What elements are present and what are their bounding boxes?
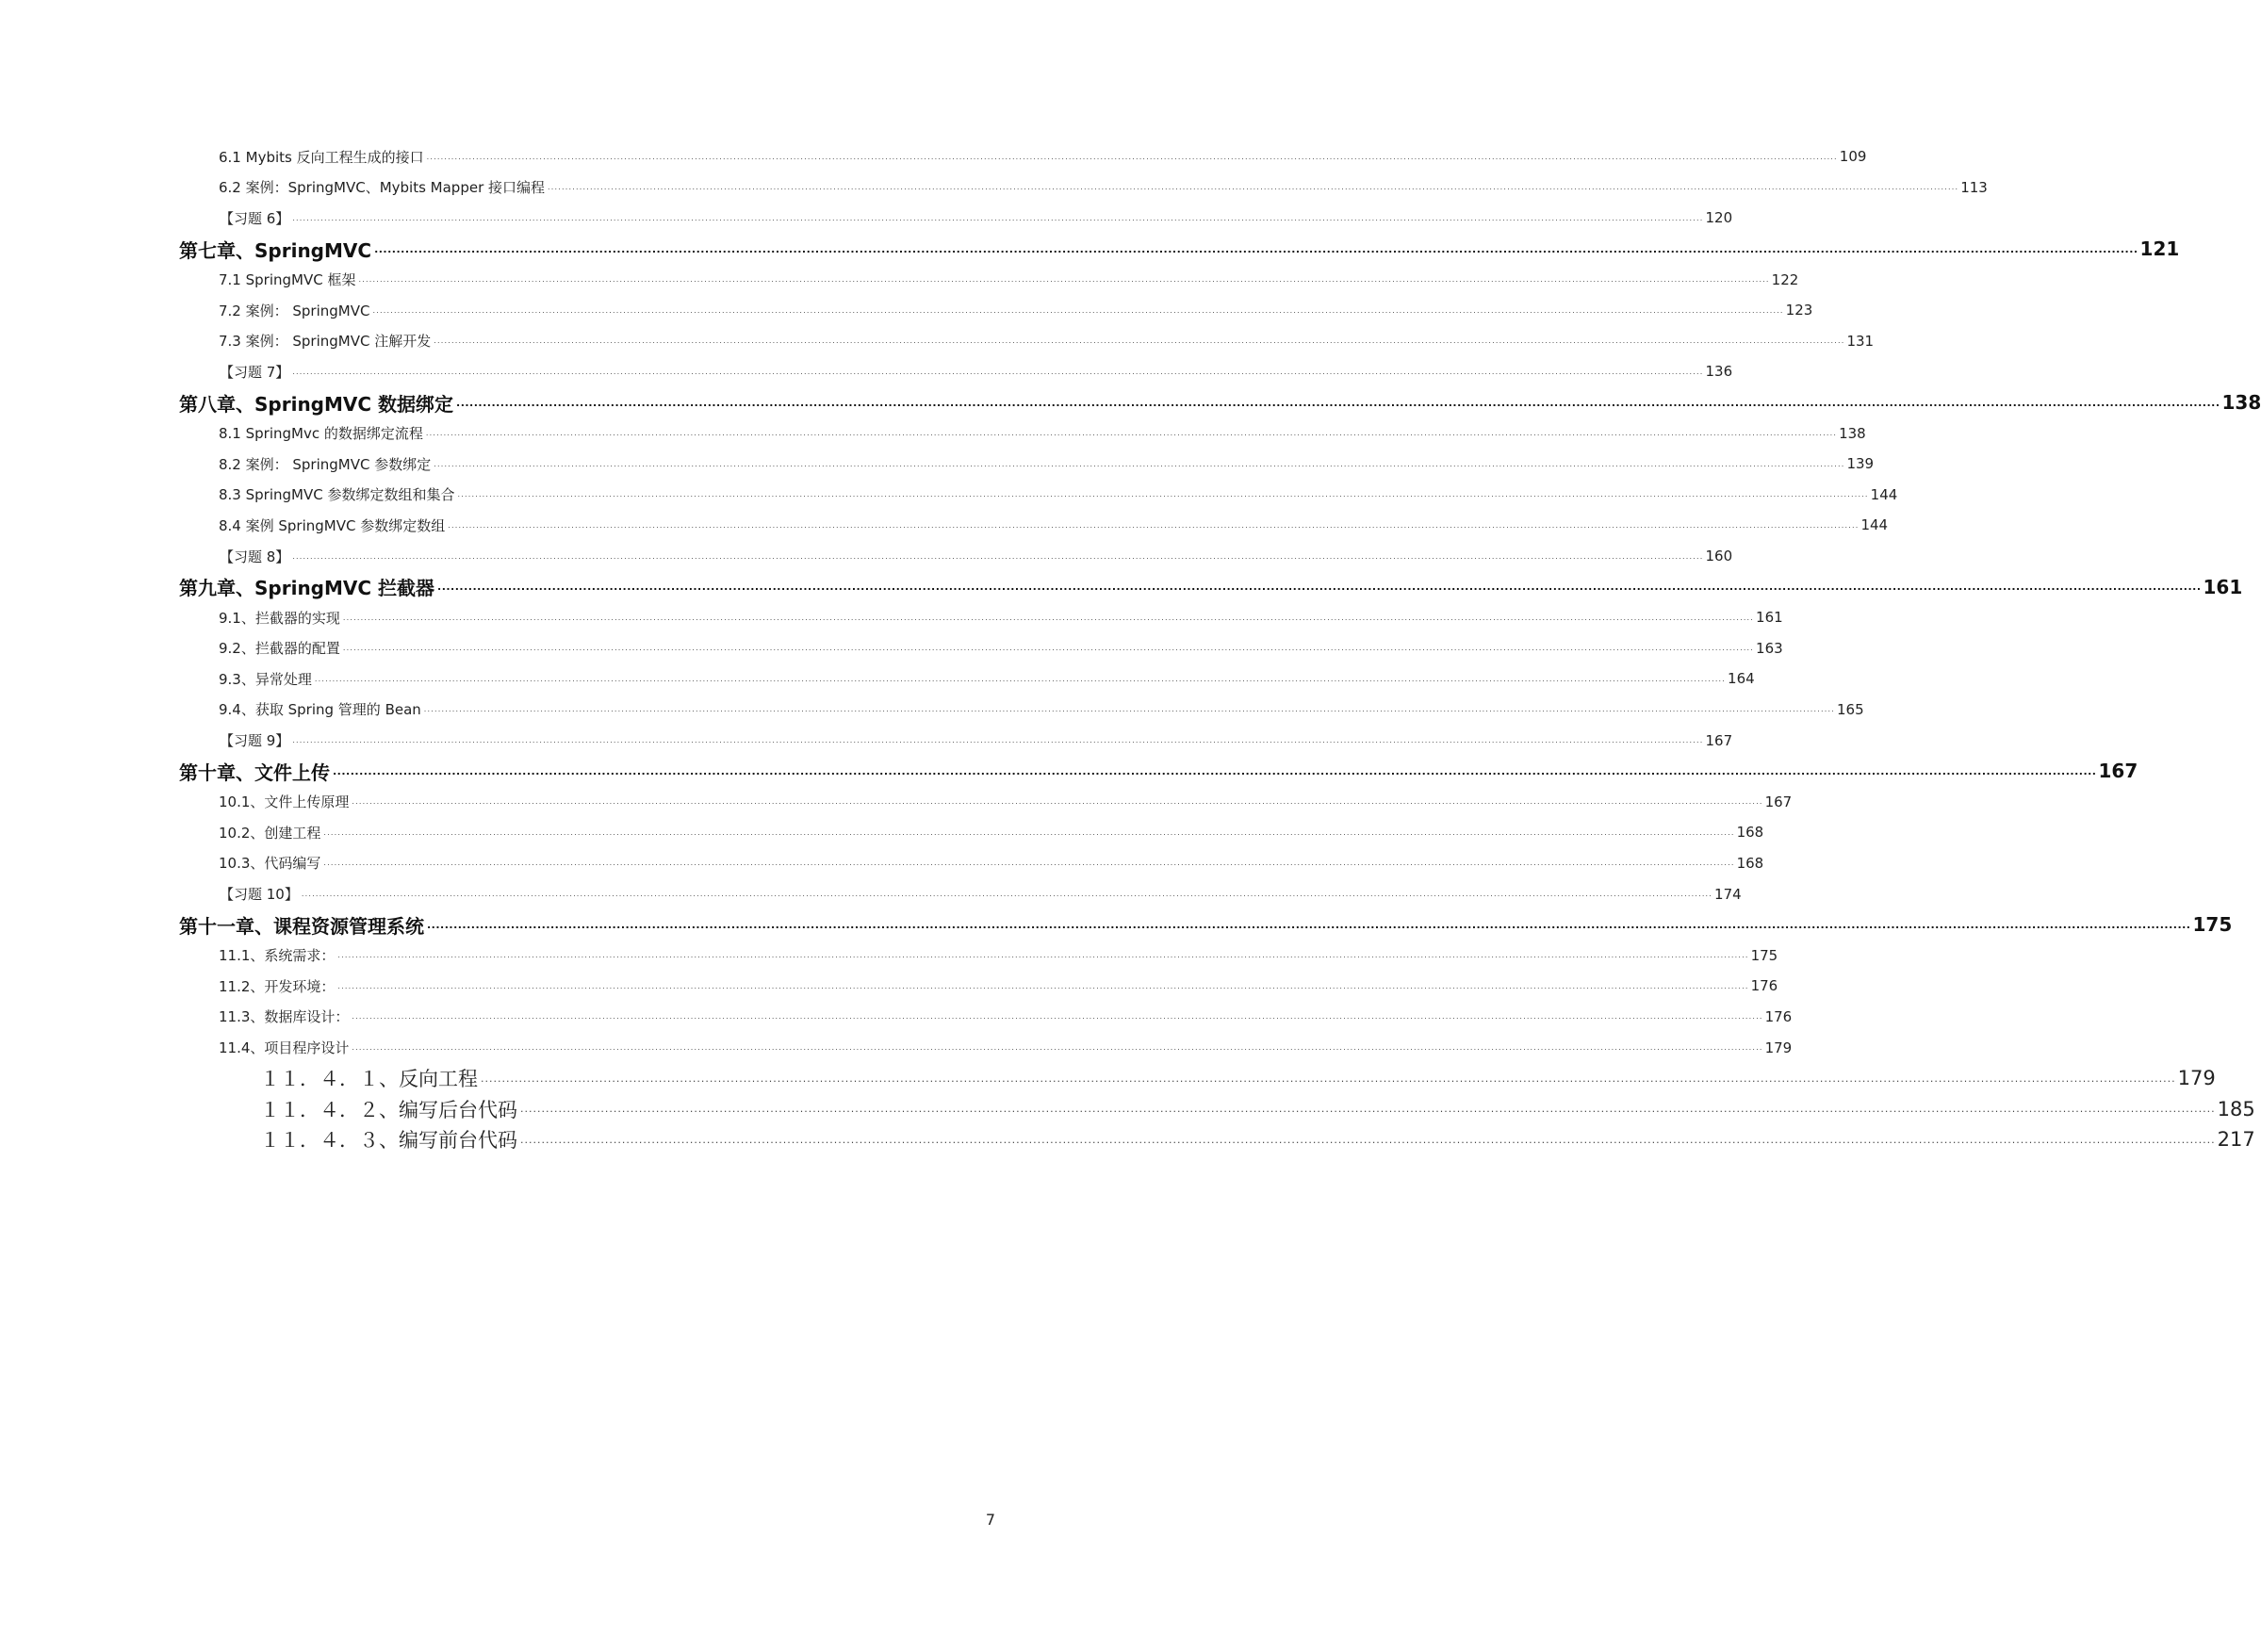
- toc-entry-page: 109: [1839, 148, 1867, 166]
- toc-entry-page: 138: [2221, 391, 2261, 415]
- toc-entry-label: 9.3、异常处理: [219, 669, 315, 689]
- dot-leader: ................................................................................................................................................................................................................................................................................................................................................................................................................: [434, 336, 1845, 346]
- toc-entry-page: 176: [1764, 1007, 1793, 1025]
- dot-leader: ................................................................................................................................................................................................................................................................................................................................................................................................................: [337, 951, 1749, 960]
- toc-entry-label: 8.3 SpringMVC 参数绑定数组和集合: [219, 484, 457, 504]
- toc-entry-exercise[interactable]: [0, 541, 1733, 572]
- dot-leader: ................................................................................................................................................................................................................................................................................................................................................................................................................: [423, 705, 1835, 714]
- dot-leader: ................................................................................................................................................................................................................................................................................................................................................................................................................: [337, 981, 1749, 990]
- toc-entry[interactable]: [0, 295, 1813, 326]
- toc-entry-page: 121: [2139, 237, 2180, 261]
- toc-entry-label: 7.2 案例： SpringMVC: [219, 301, 372, 320]
- page-number: 7: [985, 1511, 995, 1529]
- toc-entry-page: 144: [1860, 516, 1889, 534]
- toc-entry-page: 131: [1846, 332, 1875, 350]
- toc-entry-label: 8.4 案例 SpringMVC 参数绑定数组: [219, 515, 448, 535]
- toc-entry-label: 10.1、文件上传原理: [219, 792, 352, 811]
- toc-entry-page: 167: [2098, 760, 2138, 783]
- toc-entry-label: 11.3、数据库设计：: [219, 1006, 352, 1026]
- toc-entry-page: 168: [1736, 824, 1764, 842]
- toc-entry-page: 120: [1705, 209, 1733, 227]
- toc-entry-label: 【习题 7】: [220, 362, 292, 382]
- toc-entry-label: 9.4、获取 Spring 管理的 Bean: [219, 699, 424, 719]
- toc-entry-label: 【习题 6】: [220, 208, 292, 228]
- toc-entry-subsection[interactable]: [0, 1124, 2255, 1155]
- toc-entry-label: 7.1 SpringMVC 框架: [219, 270, 358, 289]
- toc-entry[interactable]: [0, 264, 1799, 295]
- toc-entry[interactable]: [0, 695, 1864, 726]
- toc-entry[interactable]: [0, 480, 1898, 511]
- toc-entry-label: 【习题 9】: [220, 730, 292, 750]
- toc-entry-label: 9.1、拦截器的实现: [219, 608, 343, 628]
- toc-entry-page: 185: [2217, 1097, 2255, 1120]
- toc-entry-page: 122: [1771, 270, 1799, 288]
- toc-entry-page: 167: [1764, 793, 1793, 810]
- toc-entry-page: 113: [1960, 178, 1988, 196]
- toc-entry-exercise[interactable]: [0, 356, 1733, 387]
- toc-entry[interactable]: [0, 172, 1988, 204]
- toc-entry-label: 10.3、代码编写: [219, 853, 323, 873]
- toc-entry-label: 第十章、文件上传: [179, 758, 333, 785]
- dot-leader: ................................................................................................................................................................................................................................................................................................................................................................................................................: [301, 890, 1713, 899]
- toc-entry-label: １１．４．２、编写后台代码: [260, 1095, 520, 1123]
- toc-entry[interactable]: [0, 971, 1778, 1002]
- dot-leader: ................................................................................................................................................................................................................................................................................................................................................................................................................: [426, 152, 1838, 161]
- table-of-contents: [0, 141, 2261, 1155]
- toc-entry-label: 8.1 SpringMvc 的数据绑定流程: [219, 423, 426, 443]
- toc-entry-page: 168: [1736, 854, 1764, 872]
- toc-entry-label: 6.1 Mybits 反向工程生成的接口: [219, 147, 427, 167]
- toc-entry-page: 175: [2192, 913, 2233, 937]
- toc-entry-page: 136: [1705, 363, 1733, 381]
- toc-entry-page: 179: [2177, 1067, 2216, 1090]
- toc-entry-label: 7.3 案例： SpringMVC 注解开发: [219, 331, 434, 351]
- toc-entry-page: 175: [1750, 946, 1778, 964]
- dot-leader: ................................................................................................................................................................................................................................................................................................................................................................................................................: [481, 1071, 2176, 1085]
- toc-entry-page: 217: [2217, 1128, 2255, 1152]
- dot-leader: ................................................................................................................................................................................................................................................................................................................................................................................................................: [457, 490, 1869, 499]
- toc-entry-subsection[interactable]: [0, 1093, 2255, 1124]
- dot-leader: ................................................................................................................................................................................................................................................................................................................................................................................................................: [425, 429, 1838, 438]
- toc-entry-subsection[interactable]: [0, 1063, 2216, 1094]
- toc-entry-label: 第十一章、课程资源管理系统: [179, 911, 427, 939]
- toc-entry-page: 174: [1714, 885, 1742, 903]
- dot-leader: ................................................................................................................................................................................................................................................................................................................................................................................................................: [352, 797, 1763, 807]
- toc-entry-label: 第八章、SpringMVC 数据绑定: [179, 389, 456, 417]
- toc-entry[interactable]: [0, 848, 1764, 879]
- toc-entry-exercise[interactable]: [0, 725, 1733, 756]
- toc-entry[interactable]: [0, 1002, 1793, 1033]
- toc-entry-chapter[interactable]: [0, 909, 2233, 940]
- toc-entry-label: 6.2 案例：SpringMVC、Mybits Mapper 接口编程: [219, 177, 548, 197]
- toc-entry-label: 10.2、创建工程: [219, 823, 323, 842]
- dot-leader: ................................................................................................................................................................................................................................................................................................................................................................................................................: [342, 644, 1755, 653]
- dot-leader: ................................................................................................................................................................................................................................................................................................................................................................................................................: [342, 613, 1755, 622]
- dot-leader: ................................................................................................................................................................................................................................................................................................................................................................................................................: [292, 367, 1704, 376]
- toc-entry[interactable]: [0, 940, 1778, 971]
- toc-entry-page: 161: [1756, 609, 1783, 627]
- toc-entry[interactable]: [0, 633, 1783, 664]
- dot-leader: ................................................................................................................................................................................................................................................................................................................................................................................................................: [292, 213, 1704, 222]
- toc-entry[interactable]: [0, 663, 1755, 695]
- dot-leader: ................................................................................................................................................................................................................................................................................................................................................................................................................: [437, 581, 2202, 594]
- toc-entry-chapter[interactable]: [0, 756, 2138, 787]
- toc-entry-page: 176: [1750, 977, 1778, 995]
- dot-leader: ................................................................................................................................................................................................................................................................................................................................................................................................................: [448, 520, 1860, 530]
- dot-leader: ................................................................................................................................................................................................................................................................................................................................................................................................................: [352, 1043, 1763, 1053]
- dot-leader: ................................................................................................................................................................................................................................................................................................................................................................................................................: [427, 918, 2191, 931]
- toc-entry-page: 167: [1705, 731, 1733, 749]
- toc-entry-chapter[interactable]: [0, 234, 2180, 265]
- toc-entry-chapter[interactable]: [0, 387, 2261, 418]
- dot-leader: ................................................................................................................................................................................................................................................................................................................................................................................................................: [292, 551, 1704, 561]
- dot-leader: ................................................................................................................................................................................................................................................................................................................................................................................................................: [434, 459, 1845, 468]
- dot-leader: ................................................................................................................................................................................................................................................................................................................................................................................................................: [548, 183, 1959, 192]
- toc-entry-label: １１．４．１、反向工程: [260, 1064, 481, 1092]
- dot-leader: ................................................................................................................................................................................................................................................................................................................................................................................................................: [520, 1103, 2216, 1116]
- dot-leader: ................................................................................................................................................................................................................................................................................................................................................................................................................: [520, 1133, 2216, 1146]
- toc-entry-page: 144: [1870, 485, 1898, 503]
- toc-entry[interactable]: [0, 449, 1875, 480]
- toc-entry-label: 【习题 10】: [220, 884, 302, 904]
- dot-leader: ................................................................................................................................................................................................................................................................................................................................................................................................................: [456, 396, 2220, 409]
- toc-entry-page: 179: [1764, 1039, 1793, 1056]
- toc-entry-page: 163: [1756, 639, 1783, 657]
- toc-entry-page: 139: [1846, 455, 1875, 473]
- toc-entry[interactable]: [0, 817, 1764, 848]
- dot-leader: ................................................................................................................................................................................................................................................................................................................................................................................................................: [374, 242, 2138, 255]
- toc-entry-page: 161: [2203, 575, 2243, 598]
- dot-leader: ................................................................................................................................................................................................................................................................................................................................................................................................................: [333, 764, 2097, 777]
- dot-leader: ................................................................................................................................................................................................................................................................................................................................................................................................................: [292, 736, 1704, 745]
- toc-entry[interactable]: [0, 326, 1875, 357]
- toc-entry-page: 164: [1728, 670, 1755, 688]
- dot-leader: ................................................................................................................................................................................................................................................................................................................................................................................................................: [323, 859, 1735, 868]
- toc-entry-page: 165: [1836, 700, 1864, 718]
- toc-entry-chapter[interactable]: [0, 571, 2243, 602]
- dot-leader: ................................................................................................................................................................................................................................................................................................................................................................................................................: [352, 1012, 1763, 1022]
- toc-entry-label: 11.1、系统需求：: [219, 945, 337, 965]
- toc-entry-label: 第七章、SpringMVC: [179, 236, 374, 263]
- dot-leader: ................................................................................................................................................................................................................................................................................................................................................................................................................: [323, 827, 1735, 837]
- toc-entry-exercise[interactable]: [0, 878, 1742, 909]
- toc-entry-label: 【习题 8】: [220, 547, 292, 566]
- toc-entry[interactable]: [0, 786, 1793, 817]
- toc-entry-page: 138: [1839, 424, 1866, 442]
- toc-entry[interactable]: [0, 141, 1867, 172]
- toc-entry-label: 11.4、项目程序设计: [219, 1038, 352, 1057]
- toc-entry-label: 11.2、开发环境：: [219, 976, 337, 996]
- toc-entry-page: 160: [1705, 548, 1733, 565]
- toc-entry-label: １１．４．３、编写前台代码: [260, 1125, 520, 1153]
- dot-leader: ................................................................................................................................................................................................................................................................................................................................................................................................................: [314, 674, 1727, 683]
- toc-entry-exercise[interactable]: [0, 203, 1733, 234]
- toc-entry[interactable]: [0, 1032, 1793, 1063]
- toc-entry[interactable]: [0, 417, 1866, 449]
- toc-entry-label: 8.2 案例： SpringMVC 参数绑定: [219, 454, 434, 474]
- toc-entry-label: 9.2、拦截器的配置: [219, 638, 343, 658]
- dot-leader: ................................................................................................................................................................................................................................................................................................................................................................................................................: [372, 305, 1784, 315]
- toc-entry-page: 123: [1785, 302, 1813, 319]
- toc-entry[interactable]: [0, 602, 1783, 633]
- toc-entry-label: 第九章、SpringMVC 拦截器: [179, 573, 437, 600]
- toc-entry[interactable]: [0, 510, 1889, 541]
- dot-leader: ................................................................................................................................................................................................................................................................................................................................................................................................................: [358, 275, 1770, 285]
